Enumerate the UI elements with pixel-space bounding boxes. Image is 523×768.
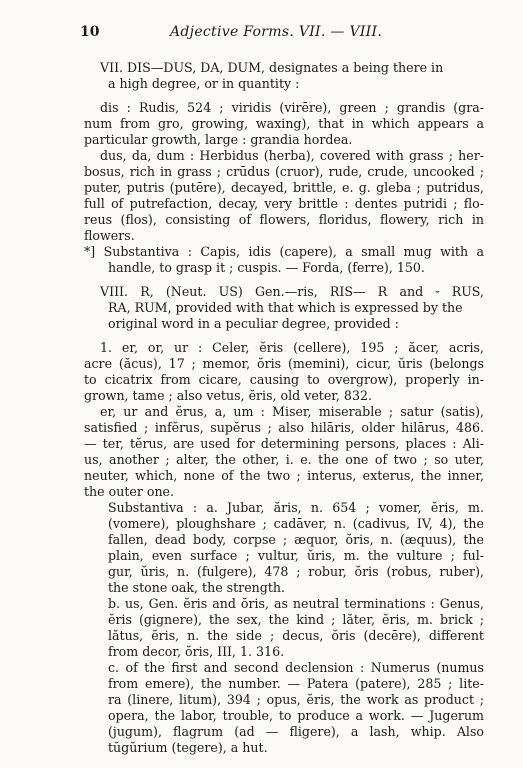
text-line: gur, ŭris, n. (fulgere), 478 ; robur, ŏris (robus, ruber), (108, 564, 484, 579)
text-line: VII. DIS—DUS, DA, DUM, designates a being there in (100, 60, 444, 75)
text-line: to cicatrix from cicare, causing to overgrow), properly in- (84, 372, 484, 387)
text-line: — ter, tĕrus, are used for determining persons, places : Ali- (84, 436, 484, 451)
text-line: the outer one. (84, 484, 175, 499)
text-line: (jugum), flagrum (ad — fligere), a lash, whip. Also (108, 724, 484, 739)
paragraph-gap (84, 332, 484, 340)
page-number: 10 (80, 24, 100, 40)
text-line: acre (ăcus), 17 ; memor, ŏris (memini), cicur, ŭris (belongs (84, 356, 484, 371)
text-line: ra (linere, litum), 394 ; opus, ĕris, the work as product ; (108, 692, 484, 707)
paragraph-gap (84, 276, 484, 284)
text-line: handle, to grasp it ; cuspis. — Forda, (ferre), 150. (108, 260, 425, 275)
text-line: (vomere), ploughshare ; cadāver, n. (cadivus, IV, 4), the (108, 516, 484, 531)
text-line: original word in a peculiar degree, provided : (108, 316, 399, 331)
text-line: bosus, rich in grass ; crūdus (cruor), rude, crude, uncooked ; (84, 164, 484, 179)
text-line: b. us, Gen. ĕris and ŏris, as neutral terminations : Genus, (108, 596, 484, 611)
text-line: 1. er, or, ur : Celer, ĕris (cellere), 195 ; ăcer, acris, (100, 340, 484, 355)
text-line: satisfied ; infĕrus, supĕrus ; also hilāris, older hilārus, 486. (84, 420, 484, 435)
text-line: a high degree, or in quantity : (108, 76, 300, 91)
text-line: VIII. R, (Neut. US) Gen.—ris, RIS— R and ⏑ RUS, (100, 284, 484, 299)
text-line: ĕris (gignere), the sex, the kind ; lăter, ĕris, m. brick ; (108, 612, 484, 627)
text-line: *] Substantiva : Capis, idis (capere), a small mug with a (84, 244, 484, 259)
text-line: grown, tame ; also vetus, ĕris, old veter, 832. (84, 388, 372, 403)
text-line: Substantiva : a. Jubar, ăris, n. 654 ; vomer, ĕris, m. (108, 500, 484, 515)
text-line: tŭgŭrium (tegere), a hut. (108, 740, 268, 755)
text-line: the stone oak, the strength. (108, 580, 286, 595)
paragraph-gap (84, 92, 484, 100)
text-line: dis : Rudis, 524 ; viridis (virēre), green ; grandis (gra- (100, 100, 484, 115)
text-line: num from gro, growing, waxing), that in which appears a (84, 116, 484, 131)
text-line: us, another ; alter, the other, i. e. the one of two ; so uter, (84, 452, 484, 467)
text-line: flowers. (84, 228, 135, 243)
text-line: RA, RUM, provided with that which is expressed by the (108, 300, 463, 315)
text-line: reus (flos), consisting of flowers, floridus, flowery, rich in (84, 212, 484, 227)
page-body (84, 60, 484, 756)
running-title: Adjective Forms. VII. — VIII. (170, 24, 383, 40)
text-line: er, ur and ĕrus, a, um : Miser, miserable ; satur (satis), (100, 404, 484, 419)
text-line: opera, the labor, trouble, to produce a work. — Jugerum (108, 708, 484, 723)
page-header (80, 24, 463, 46)
text-line: from decor, ŏris, III, 1. 316. (108, 644, 285, 659)
text-line: full of putrefaction, decay, very brittle : dentes putridi ; flo- (84, 196, 484, 211)
text-line: c. of the first and second declension : Numerus (numus (108, 660, 484, 675)
text-line: from emere), the number. — Patera (patere), 285 ; lite- (108, 676, 484, 691)
text-line: dus, da, dum : Herbidus (herba), covered with grass ; her- (100, 148, 484, 163)
text-line: fallen, dead body, corpse ; æquor, ŏris, n. (æquus), the (108, 532, 484, 547)
text-line: puter, putris (putēre), decayed, brittle, e. g. gleba ; putridus, (84, 180, 484, 195)
text-line: plain, even surface ; vultur, ŭris, m. the vulture ; ful- (108, 548, 484, 563)
text-line: neuter, which, none of the two ; interus, exterus, the inner, (84, 468, 484, 483)
text-line: particular growth, large : grandia hordea. (84, 132, 353, 147)
text-line: lătus, ĕris, n. the side ; decus, ŏris (decēre), different (108, 628, 484, 643)
